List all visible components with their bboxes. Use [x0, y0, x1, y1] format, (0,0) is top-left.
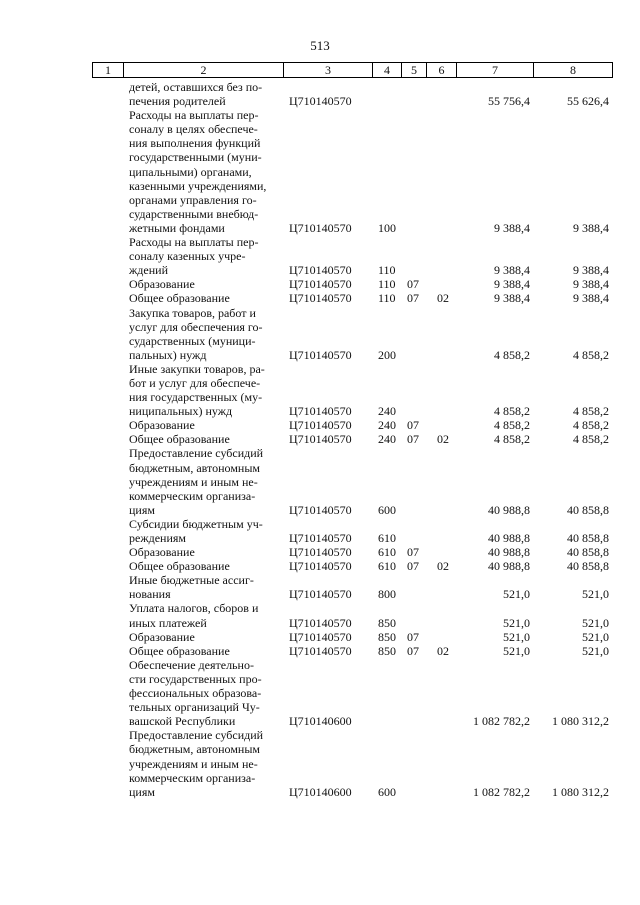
row-description-line: Общее образование [129, 559, 230, 574]
header-col-5: 5 [411, 63, 417, 77]
row-code: Ц710140600 [289, 714, 352, 729]
row-code: Ц710140570 [289, 291, 352, 306]
row-col-4: 200 [378, 347, 396, 362]
page-number: 513 [310, 38, 330, 53]
row-code: Ц710140570 [289, 94, 352, 109]
row-code: Ц710140570 [289, 432, 352, 447]
row-description-line: сударственными внебюд- [129, 206, 259, 221]
row-description-line: коммерческим организа- [129, 488, 256, 503]
row-description-line: пальных) нужд [129, 347, 207, 362]
row-code: Ц710140570 [289, 587, 352, 602]
row-description-line: ниципальных) нужд [129, 404, 233, 419]
row-code: Ц710140570 [289, 629, 352, 644]
row-value-col-7: 4 858,2 [494, 432, 530, 447]
row-col-4: 110 [378, 263, 396, 278]
row-description-line: сти государственных про- [129, 671, 262, 686]
row-values [0, 545, 640, 559]
row-col-4: 850 [378, 643, 396, 658]
table-row [0, 362, 640, 418]
row-value-col-7: 40 988,8 [488, 502, 530, 517]
row-values [0, 418, 640, 432]
row-value-col-7: 40 988,8 [488, 545, 530, 560]
table-row [0, 432, 640, 446]
row-value-col-7: 9 388,4 [494, 220, 530, 235]
row-value-col-7: 55 756,4 [488, 94, 530, 109]
row-description-line: Иные закупки товаров, ра- [129, 361, 265, 376]
row-value-col-7: 40 988,8 [488, 531, 530, 545]
row-value-col-7: 521,0 [503, 615, 530, 630]
table-row [0, 277, 640, 291]
row-col-6: 02 [437, 291, 449, 306]
row-description-line: соналу в целях обеспече- [129, 122, 258, 137]
table-row [0, 235, 640, 277]
row-code: Ц710140570 [289, 615, 352, 630]
row-col-5: 07 [407, 418, 419, 433]
table-row [0, 573, 640, 601]
row-col-5: 07 [407, 432, 419, 447]
row-value-col-7: 521,0 [503, 629, 530, 644]
row-code: Ц710140570 [289, 531, 352, 545]
row-description-line: Образование [129, 277, 195, 292]
row-code: Ц710140570 [289, 502, 352, 517]
row-col-4: 240 [378, 432, 396, 447]
row-col-6: 02 [437, 559, 449, 574]
row-col-4: 850 [378, 615, 396, 630]
row-description-line: услуг для обеспечения го- [129, 319, 263, 334]
row-description-line: учреждениям и иным не- [129, 756, 258, 771]
row-description-line: циям [129, 502, 155, 517]
row-col-4: 850 [378, 629, 396, 644]
row-value-col-8: 55 626,4 [567, 94, 609, 109]
header-col-2: 2 [200, 63, 207, 77]
row-value-col-8: 40 858,8 [567, 531, 609, 545]
row-description-line: ния выполнения функций [129, 136, 261, 151]
header-col-3: 3 [325, 63, 331, 77]
row-values [0, 503, 640, 517]
row-description-line: ждений [129, 263, 168, 278]
table-row [0, 291, 640, 305]
row-value-col-8: 4 858,2 [573, 418, 609, 433]
row-value-col-8: 40 858,8 [567, 545, 609, 560]
row-description-line: Уплата налогов, сборов и [129, 601, 259, 616]
row-description-line: циям [129, 784, 155, 799]
row-description-line: Расходы на выплаты пер- [129, 108, 259, 123]
row-values [0, 94, 640, 108]
table-row [0, 446, 640, 516]
row-values [0, 291, 640, 305]
row-description-line: Обеспечение деятельно- [129, 657, 254, 672]
row-col-4: 600 [378, 502, 396, 517]
row-col-4: 600 [378, 784, 396, 799]
row-values [0, 714, 640, 728]
header-col-6: 6 [438, 63, 445, 77]
row-description-line: Образование [129, 629, 195, 644]
row-code: Ц710140570 [289, 263, 352, 278]
table-row [0, 601, 640, 629]
row-col-5: 07 [407, 629, 419, 644]
row-description-line: вашской Республики [129, 714, 236, 729]
table-row [0, 80, 640, 108]
table-body [0, 80, 640, 799]
row-value-col-8: 9 388,4 [573, 291, 609, 306]
row-description-line: Образование [129, 418, 195, 433]
row-code: Ц710140570 [289, 347, 352, 362]
row-col-5: 07 [407, 277, 419, 292]
row-col-4: 610 [378, 545, 396, 560]
row-code: Ц710140570 [289, 220, 352, 235]
row-values [0, 263, 640, 277]
row-description-line: Иные бюджетные ассиг- [129, 573, 254, 588]
row-value-col-7: 9 388,4 [494, 263, 530, 278]
row-description-line: Общее образование [129, 643, 230, 658]
row-value-col-7: 40 988,8 [488, 559, 530, 574]
row-code: Ц710140600 [289, 784, 352, 799]
row-col-4: 100 [378, 220, 396, 235]
row-col-5: 07 [407, 545, 419, 560]
row-description-line: Закупка товаров, работ и [129, 305, 256, 320]
row-description-line: реждениям [129, 531, 187, 545]
row-values [0, 630, 640, 644]
row-value-col-8: 4 858,2 [573, 347, 609, 362]
row-description-line: бюджетным, автономным [129, 460, 260, 475]
row-value-col-7: 9 388,4 [494, 291, 530, 306]
row-col-4: 110 [378, 291, 396, 306]
row-value-col-7: 9 388,4 [494, 277, 530, 292]
row-value-col-8: 9 388,4 [573, 277, 609, 292]
row-values [0, 559, 640, 573]
row-col-6: 02 [437, 643, 449, 658]
table-row [0, 644, 640, 658]
row-value-col-7: 4 858,2 [494, 418, 530, 433]
row-description-line: жетными фондами [129, 220, 225, 235]
row-values [0, 404, 640, 418]
row-code: Ц710140570 [289, 277, 352, 292]
row-code: Ц710140570 [289, 643, 352, 658]
row-description-line: соналу казенных учре- [129, 249, 246, 264]
table-row [0, 630, 640, 644]
row-col-4: 800 [378, 587, 396, 602]
table-row [0, 517, 640, 545]
row-col-5: 07 [407, 291, 419, 306]
row-value-col-8: 521,0 [582, 629, 609, 644]
row-description-line: Образование [129, 545, 195, 560]
row-value-col-8: 4 858,2 [573, 432, 609, 447]
row-value-col-7: 521,0 [503, 643, 530, 658]
header-col-1: 1 [105, 63, 111, 77]
row-description-line: детей, оставшихся без по- [129, 80, 263, 94]
row-col-5: 07 [407, 643, 419, 658]
table-header [92, 62, 613, 78]
row-value-col-7: 4 858,2 [494, 347, 530, 362]
table-row [0, 658, 640, 728]
row-values [0, 348, 640, 362]
row-value-col-8: 1 080 312,2 [552, 714, 609, 729]
row-col-4: 110 [378, 277, 396, 292]
header-col-4: 4 [384, 63, 390, 77]
row-description-line: Субсидии бюджетным уч- [129, 516, 263, 531]
table-row [0, 559, 640, 573]
row-description-line: сударственных (муници- [129, 333, 256, 348]
row-col-4: 240 [378, 404, 396, 419]
row-value-col-7: 1 082 782,2 [473, 714, 530, 729]
header-col-8: 8 [570, 63, 576, 77]
header-col-7: 7 [492, 63, 498, 77]
table-row [0, 418, 640, 432]
row-description-line: бюджетным, автономным [129, 742, 260, 757]
row-description-line: Предоставление субсидий [129, 728, 264, 743]
row-value-col-8: 9 388,4 [573, 220, 609, 235]
row-values [0, 587, 640, 601]
row-value-col-8: 4 858,2 [573, 404, 609, 419]
row-description-line: ния государственных (му- [129, 390, 263, 405]
row-description-line: органами управления го- [129, 192, 257, 207]
row-description-line: печения родителей [129, 94, 226, 109]
row-value-col-7: 1 082 782,2 [473, 784, 530, 799]
row-values [0, 432, 640, 446]
row-value-col-8: 40 858,8 [567, 559, 609, 574]
row-col-4: 610 [378, 531, 396, 545]
row-value-col-8: 521,0 [582, 643, 609, 658]
row-values [0, 616, 640, 630]
row-code: Ц710140570 [289, 545, 352, 560]
row-code: Ц710140570 [289, 404, 352, 419]
table-row [0, 306, 640, 362]
row-description-line: ципальными) органами, [129, 164, 252, 179]
row-description-line: Общее образование [129, 291, 230, 306]
row-description-line: иных платежей [129, 615, 207, 630]
row-col-4: 240 [378, 418, 396, 433]
row-description-line: нования [129, 587, 171, 602]
row-col-4: 610 [378, 559, 396, 574]
row-col-5: 07 [407, 559, 419, 574]
row-value-col-8: 9 388,4 [573, 263, 609, 278]
table-row [0, 545, 640, 559]
row-description-line: бот и услуг для обеспече- [129, 375, 261, 390]
row-description-line: Общее образование [129, 432, 230, 447]
row-description-line: коммерческим организа- [129, 770, 256, 785]
row-value-col-8: 40 858,8 [567, 502, 609, 517]
row-value-col-8: 1 080 312,2 [552, 784, 609, 799]
row-value-col-7: 4 858,2 [494, 404, 530, 419]
row-col-6: 02 [437, 432, 449, 447]
row-code: Ц710140570 [289, 418, 352, 433]
row-description-line: фессиональных образова- [129, 686, 262, 701]
row-value-col-8: 521,0 [582, 587, 609, 602]
row-code: Ц710140570 [289, 559, 352, 574]
row-description-line: учреждениям и иным не- [129, 474, 258, 489]
row-description-line: Предоставление субсидий [129, 446, 264, 461]
table-row [0, 108, 640, 235]
row-description [129, 108, 282, 235]
row-values [0, 221, 640, 235]
row-values [0, 785, 640, 799]
row-value-col-8: 521,0 [582, 615, 609, 630]
row-description-line: казенными учреждениями, [129, 178, 267, 193]
row-description-line: Расходы на выплаты пер- [129, 235, 259, 250]
row-value-col-7: 521,0 [503, 587, 530, 602]
row-description-line: государственными (муни- [129, 150, 262, 165]
row-values [0, 531, 640, 545]
table-row [0, 728, 640, 798]
row-description-line: тельных организаций Чу- [129, 700, 260, 715]
row-values [0, 277, 640, 291]
row-values [0, 644, 640, 658]
